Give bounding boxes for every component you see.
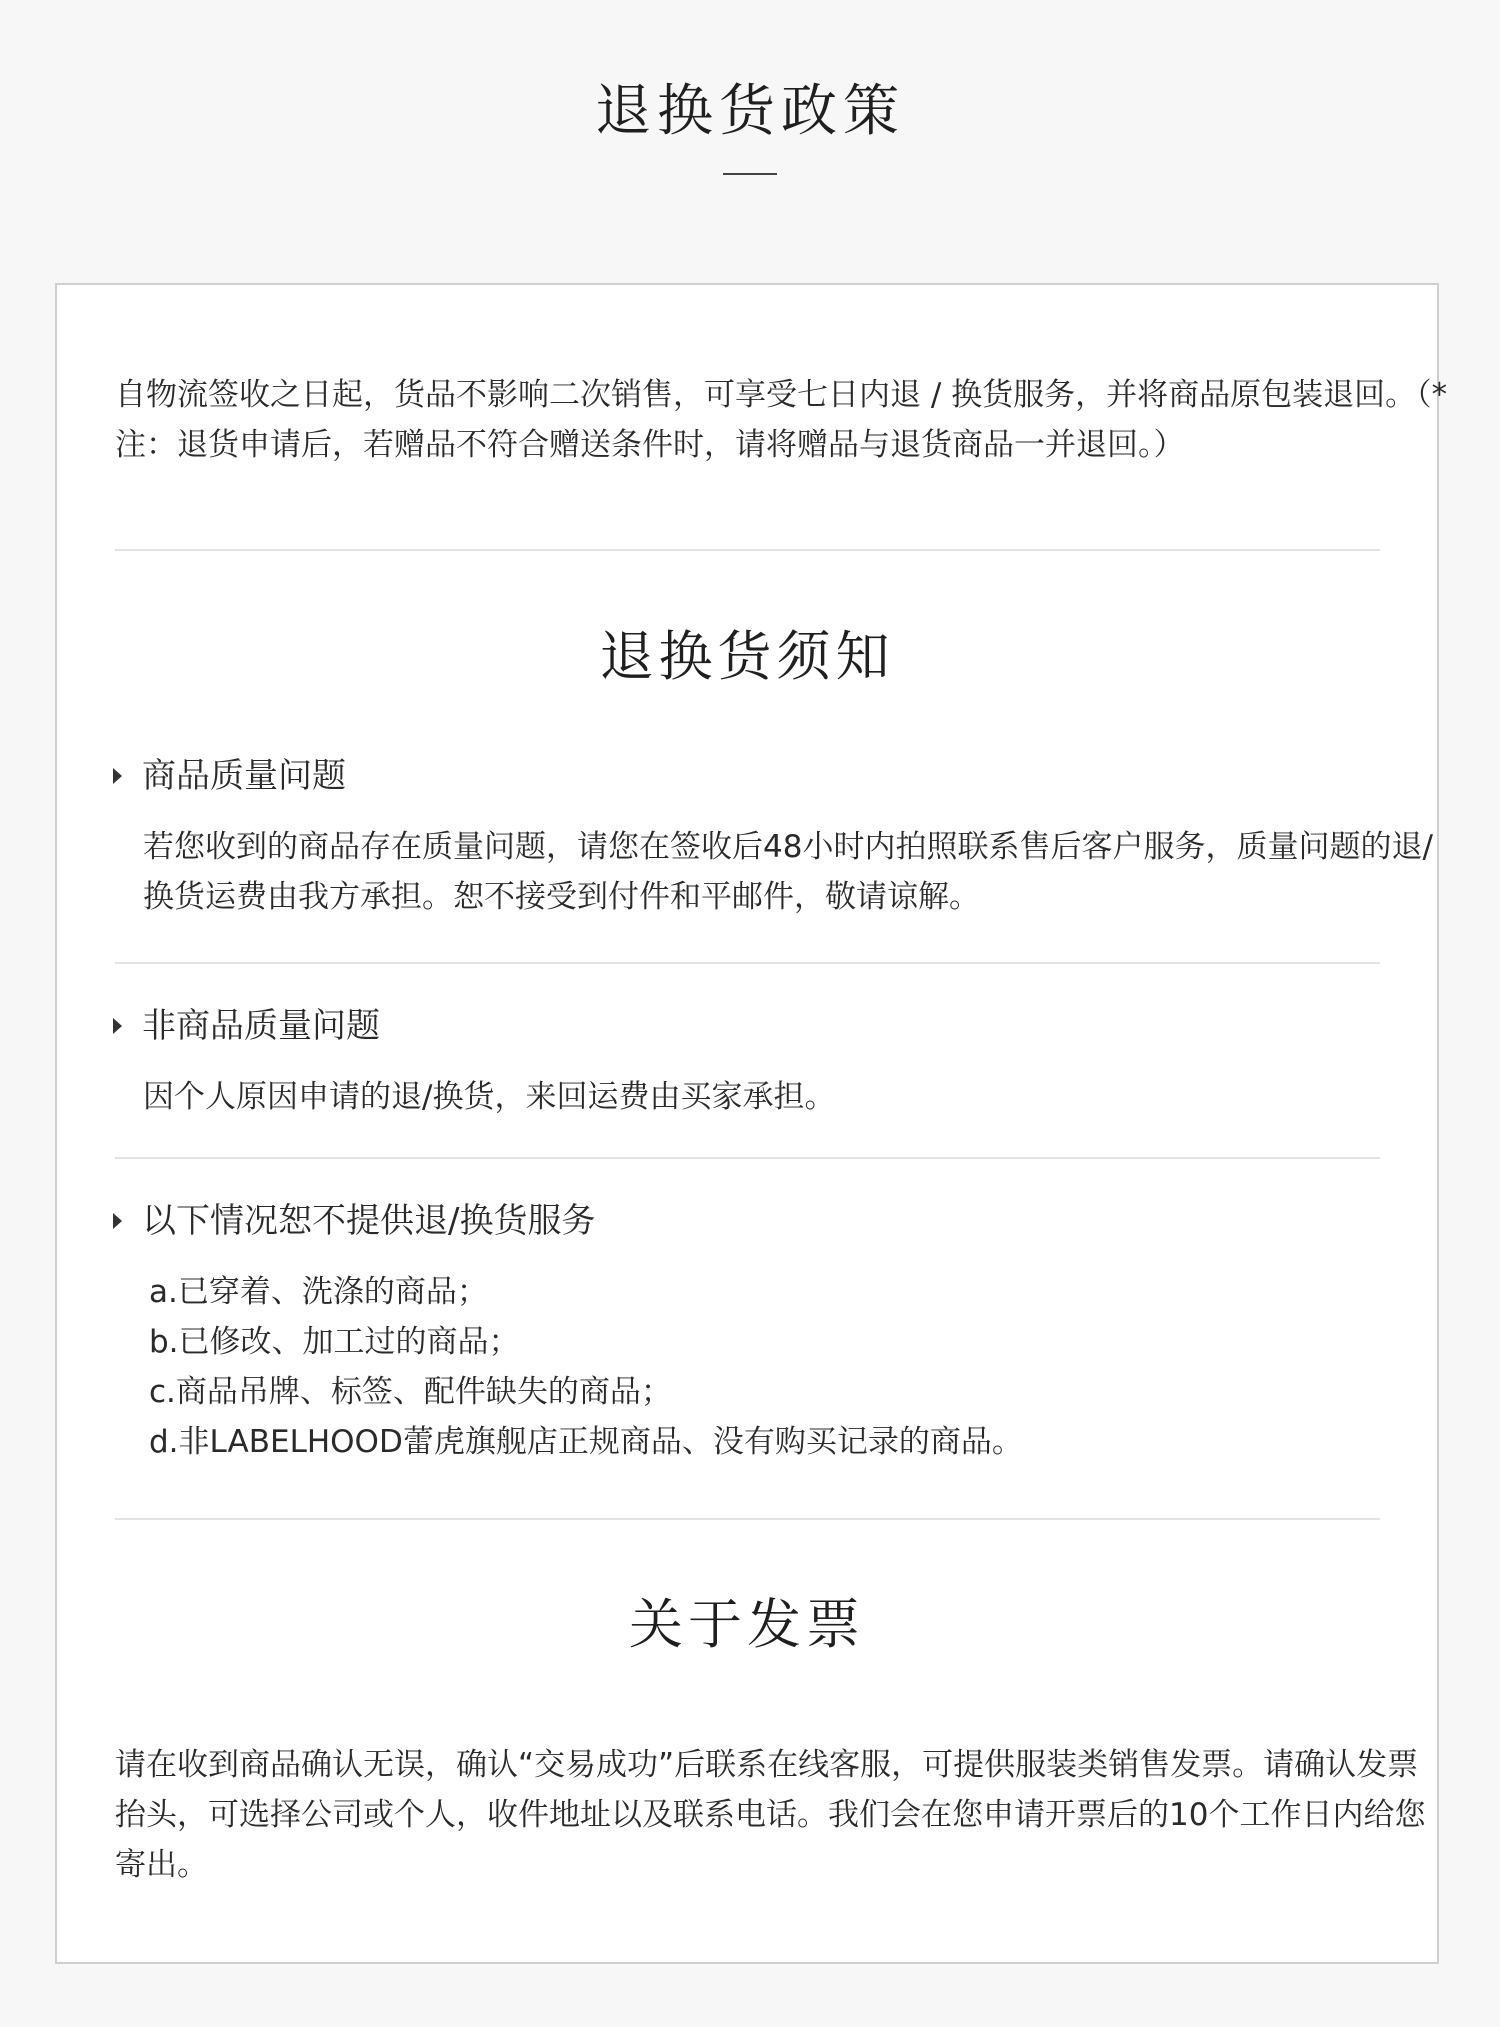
notice-item-quality-body: 若您收到的商品存在质量问题，请您在签收后48小时内拍照联系售后客户服务，质量问题的退/换货运费由我方承担。恕不接受到付件和平邮件，敬请谅解。 <box>143 829 1433 915</box>
divider <box>115 549 1380 551</box>
list-item: b.已修改、加工过的商品； <box>149 1324 520 1360</box>
item-title-text: 非商品质量问题 <box>142 1006 380 1046</box>
triangle-bullet-icon <box>113 1018 122 1034</box>
notice-exclusions-list <box>149 1267 1479 1467</box>
invoice-body: 请在收到商品确认无误，确认“交易成功”后联系在线客服，可提供服装类销售发票。请确认发票抬头，可选择公司或个人，收件地址以及联系电话。我们会在您申请开票后的10个工作日内给您寄出。 <box>115 1747 1426 1883</box>
title-underline <box>723 173 777 175</box>
item-title-text: 商品质量问题 <box>142 756 346 796</box>
notice-item-nonquality-body: 因个人原因申请的退/换货，来回运费由买家承担。 <box>143 1079 836 1115</box>
notice-item-quality-title <box>113 751 346 801</box>
triangle-bullet-icon <box>113 1213 122 1229</box>
invoice-heading: 关于发票 <box>629 1593 865 1656</box>
triangle-bullet-icon <box>113 768 122 784</box>
notice-heading: 退换货须知 <box>599 625 895 688</box>
list-item: c.商品吊牌、标签、配件缺失的商品； <box>149 1374 672 1410</box>
list-item: d.非LABELHOOD蕾虎旗舰店正规商品、没有购买记录的商品。 <box>149 1424 1023 1460</box>
policy-intro: 自物流签收之日起，货品不影响二次销售，可享受七日内退 / 换货服务，并将商品原包装退回。（* 注：退货申请后，若赠品不符合赠送条件时，请将赠品与退货商品一并退回。） <box>115 377 1448 463</box>
notice-item-exclusions-title <box>113 1196 595 1246</box>
list-item: a.已穿着、洗涤的商品； <box>149 1274 488 1310</box>
item-title-text: 以下情况恕不提供退/换货服务 <box>142 1201 596 1241</box>
notice-item-nonquality-title <box>113 1001 380 1051</box>
divider <box>115 1157 1380 1159</box>
page-title: 退换货政策 <box>595 79 905 144</box>
policy-card <box>55 283 1448 1964</box>
divider <box>115 962 1380 964</box>
divider <box>115 1518 1380 1520</box>
